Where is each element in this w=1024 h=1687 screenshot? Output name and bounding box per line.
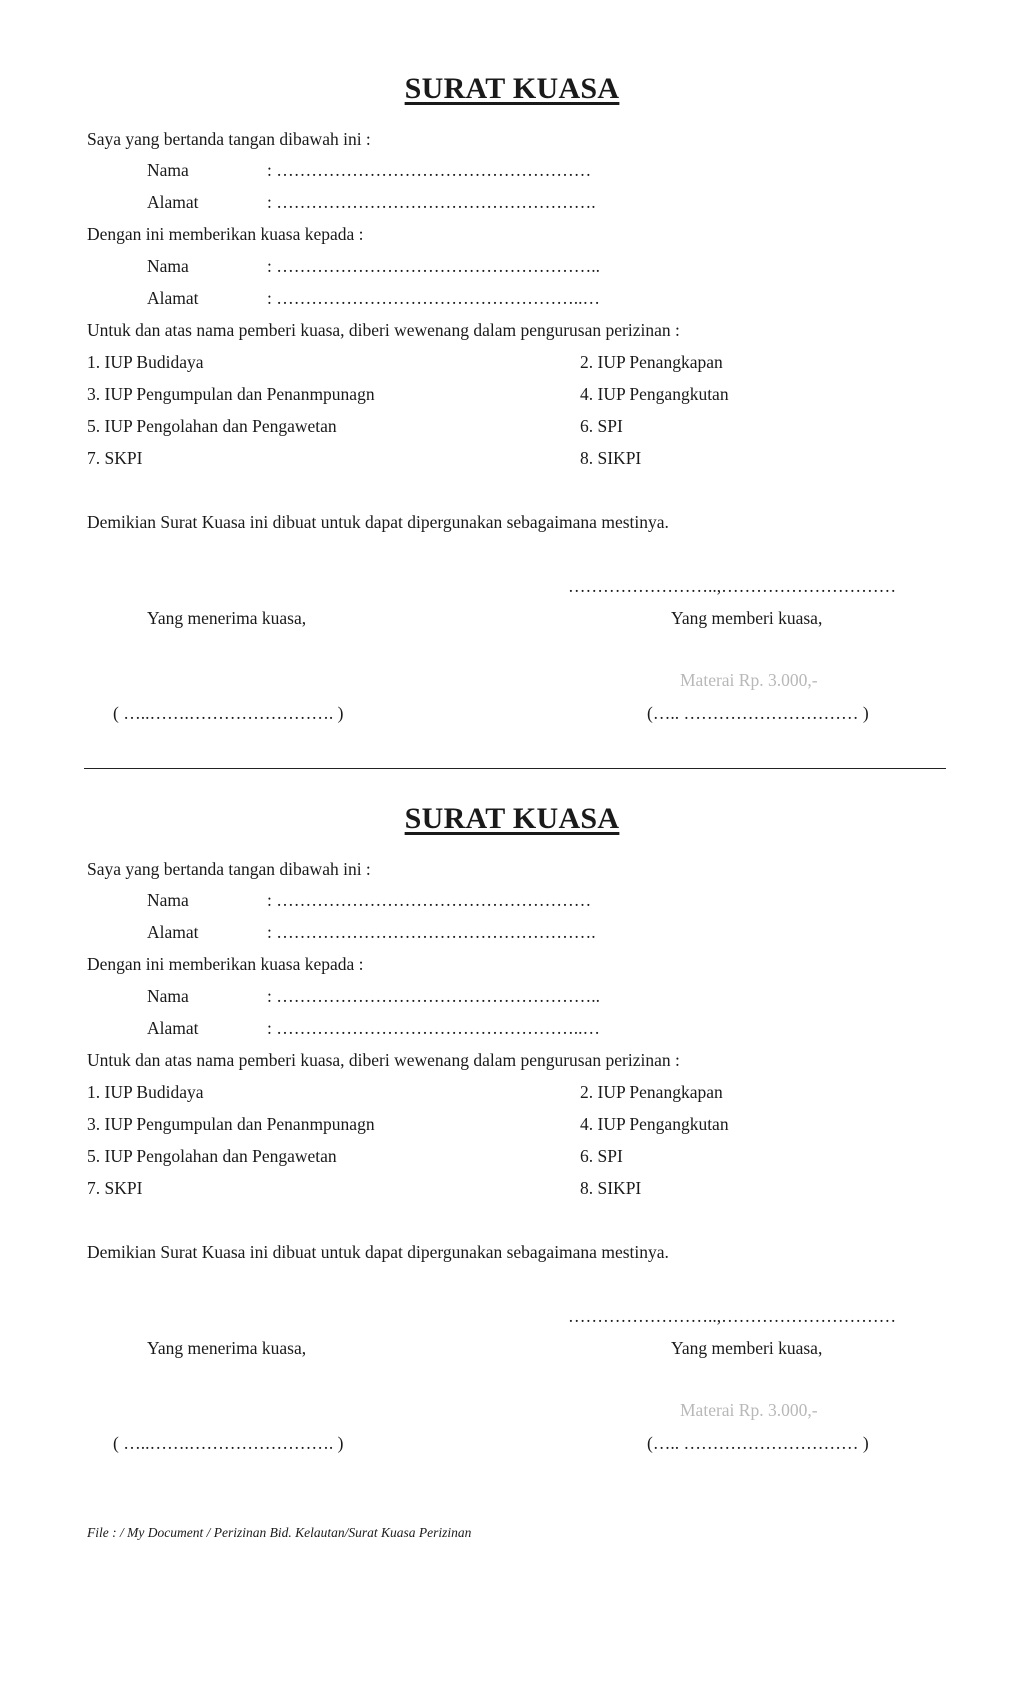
grantee-heading: Dengan ini memberikan kuasa kepada :: [87, 954, 364, 974]
grantee-name-field: : ………………………………………………..: [267, 256, 600, 276]
surat-kuasa-form-2: [0, 730, 1024, 1453]
intro-text: Saya yang bertanda tangan dibawah ini :: [87, 129, 371, 149]
giver-signature-field: (….. ………………………… ): [647, 703, 869, 723]
grantor-address-field: : ……………………………………………….: [267, 192, 596, 212]
grantee-heading: Dengan ini memberikan kuasa kepada :: [87, 224, 364, 244]
permit-item: 7. SKPI: [87, 448, 143, 468]
permit-item: 8. SIKPI: [580, 448, 642, 468]
receiver-label: Yang menerima kuasa,: [147, 1338, 307, 1358]
permit-item: 2. IUP Penangkapan: [580, 352, 723, 372]
document-title: SURAT KUASA: [404, 72, 620, 105]
surat-kuasa-form-1: [0, 0, 1024, 723]
permit-item: 4. IUP Pengangkutan: [580, 1114, 729, 1134]
permit-item: 3. IUP Pengumpulan dan Penanmpunagn: [87, 384, 375, 404]
grantee-address-label: Alamat: [147, 288, 199, 308]
grantee-address-label: Alamat: [147, 1018, 199, 1038]
stamp-placeholder: Materai Rp. 3.000,-: [680, 670, 818, 690]
grantee-address-field: : ……………………………………………..…: [267, 1018, 600, 1038]
grantor-address-label: Alamat: [147, 922, 199, 942]
permit-item: 3. IUP Pengumpulan dan Penanmpunagn: [87, 1114, 375, 1134]
stamp-placeholder: Materai Rp. 3.000,-: [680, 1400, 818, 1420]
authority-text: Untuk dan atas nama pemberi kuasa, diberi wewenang dalam pengurusan perizinan :: [87, 1050, 680, 1070]
grantee-name-label: Nama: [147, 986, 189, 1006]
grantor-name-field: : ………………………………………………: [267, 890, 592, 910]
file-path-footer: File : / My Document / Perizinan Bid. Kelautan/Surat Kuasa Perizinan: [87, 1525, 472, 1540]
intro-text: Saya yang bertanda tangan dibawah ini :: [87, 859, 371, 879]
closing-text: Demikian Surat Kuasa ini dibuat untuk dapat dipergunakan sebagaimana mestinya.: [87, 1242, 669, 1262]
grantor-name-label: Nama: [147, 890, 189, 910]
place-date-field: ……………………..,…………………………: [568, 1306, 897, 1326]
permit-item: 7. SKPI: [87, 1178, 143, 1198]
closing-text: Demikian Surat Kuasa ini dibuat untuk dapat dipergunakan sebagaimana mestinya.: [87, 512, 669, 532]
grantor-address-label: Alamat: [147, 192, 199, 212]
place-date-field: ……………………..,…………………………: [568, 576, 897, 596]
permit-item: 8. SIKPI: [580, 1178, 642, 1198]
permit-item: 1. IUP Budidaya: [87, 352, 204, 372]
permit-item: 2. IUP Penangkapan: [580, 1082, 723, 1102]
grantor-name-label: Nama: [147, 160, 189, 180]
permit-item: 6. SPI: [580, 1146, 623, 1166]
permit-item: 4. IUP Pengangkutan: [580, 384, 729, 404]
permit-item: 5. IUP Pengolahan dan Pengawetan: [87, 416, 337, 436]
authority-text: Untuk dan atas nama pemberi kuasa, diberi wewenang dalam pengurusan perizinan :: [87, 320, 680, 340]
permit-item: 1. IUP Budidaya: [87, 1082, 204, 1102]
document-title: SURAT KUASA: [404, 802, 620, 835]
giver-signature-field: (….. ………………………… ): [647, 1433, 869, 1453]
receiver-label: Yang menerima kuasa,: [147, 608, 307, 628]
permit-item: 6. SPI: [580, 416, 623, 436]
permit-item: 5. IUP Pengolahan dan Pengawetan: [87, 1146, 337, 1166]
grantee-name-label: Nama: [147, 256, 189, 276]
grantor-name-field: : ………………………………………………: [267, 160, 592, 180]
receiver-signature-field: ( …..…….……………………. ): [113, 1433, 344, 1453]
grantee-address-field: : ……………………………………………..…: [267, 288, 600, 308]
grantor-address-field: : ……………………………………………….: [267, 922, 596, 942]
giver-label: Yang memberi kuasa,: [671, 1338, 823, 1358]
giver-label: Yang memberi kuasa,: [671, 608, 823, 628]
grantee-name-field: : ………………………………………………..: [267, 986, 600, 1006]
receiver-signature-field: ( …..…….……………………. ): [113, 703, 344, 723]
